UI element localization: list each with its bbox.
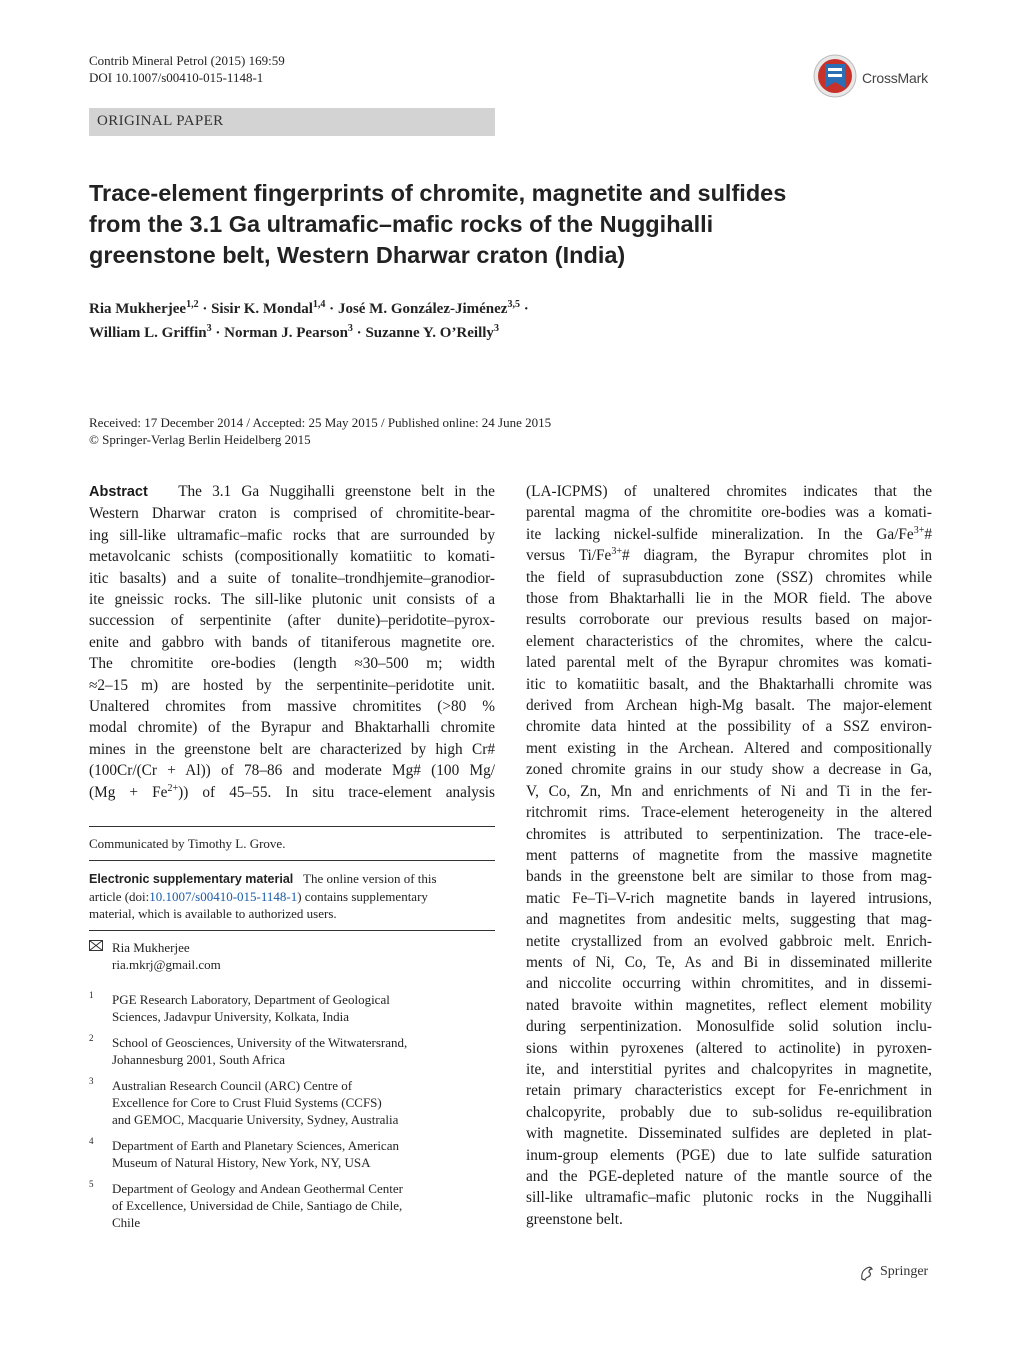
abstract-line: metavolcanic schists (compositionally komatiitic to komati- [89,548,495,566]
affiliation-number: 3 [89,1076,94,1086]
author-line-2 [89,318,849,344]
affiliation-number: 2 [89,1033,94,1043]
esm-line: material, which is available to authorized users. [89,906,337,921]
author-sep: · [519,301,529,317]
title-line: from the 3.1 Ga ultramafic–mafic rocks of the Nuggihalli [89,211,714,237]
affiliation-number: 4 [89,1136,94,1146]
abstract-left-column [89,481,495,803]
affiliation-number: 5 [89,1179,94,1189]
corresponding-email[interactable]: ria.mkrj@gmail.com [112,957,221,972]
title-line: greenstone belt, Western Dharwar craton (India) [89,242,626,268]
author-affil: 1,2 [186,299,199,310]
abstract-line: ment existing in the Archean. Altered and compositionally [526,739,932,757]
abstract-line: (LA-ICPMS) of unaltered chromites indicates that the [526,483,932,500]
abstract-line: during serpentinization. Monosulfide solid solution inclu- [526,1018,932,1036]
envelope-icon [89,940,103,951]
abstract-line: sions within pyroxenes (altered to actinolite) in pyroxen- [526,1039,932,1057]
crossmark-label: CrossMark [862,70,928,86]
abstract-line: ≈2–15 m) are hosted by the serpentinite–peridotite unit. [89,676,495,694]
abstract-line: itic to komatiitic basalt, and the Bhaktarhalli chromite was [526,675,932,693]
abstract-line: Abstract The 3.1 Ga Nuggihalli greenstone belt in the [89,483,495,500]
journal-citation: Contrib Mineral Petrol (2015) 169:59 [89,53,285,68]
title-line: Trace-element fingerprints of chromite, magnetite and sulfides [89,180,787,206]
abstract-line: succession of serpentinite (after dunite)–peridotite–pyrox- [89,612,495,630]
esm-line: Electronic supplementary material The online version of this [89,871,437,886]
corresponding-author: Ria Mukherjee [112,940,190,955]
author-affil: 3 [493,323,499,334]
abstract-line: parental magma of the chromitite ore-bodies was a komati- [526,504,932,522]
esm-doi-link[interactable]: 10.1007/s00410-015-1148-1 [149,889,298,904]
copyright: © Springer-Verlag Berlin Heidelberg 2015 [89,432,311,447]
abstract-line: lated parental melt of the Byrapur chromites was komati- [526,654,932,672]
abstract-line: chromite data hinted at the possibility of a SSZ environ- [526,718,932,736]
abstract-line: element characteristics of the chromites, where the calcu- [526,632,932,650]
abstract-line: modal chromite) of the Byrapur and Bhaktarhalli chromite [89,719,495,737]
abstract-line: matic Fe–Ti–V-rich magnetite bands in layered intrusions, [526,889,932,907]
abstract-line: greenstone belt. [526,1210,623,1228]
abstract-line: bands in the greenstone belt are similar to those from mag- [526,868,932,886]
esm-heading: Electronic supplementary material [89,872,294,886]
abstract-line: ments of Ni, Co, Te, As and Bi in disseminated millerite [526,953,932,971]
affiliation-number: 1 [89,990,94,1000]
author-sep: · [352,325,366,341]
history-dates: Received: 17 December 2014 / Accepted: 25 May 2015 / Published online: 24 June 2015 [89,415,552,430]
author-sep: · [325,301,338,317]
abstract-line: V, Co, Zn, Mn and enrichments of Ni and Ti in the fer- [526,782,932,800]
author-affil: 1,4 [312,299,326,310]
abstract-line: inum-group elements (PGE) due to late sulfide saturation [526,1146,932,1164]
crossmark-icon [812,52,858,102]
paper-type-band [89,108,495,136]
author-affil: 3 [347,323,353,334]
abstract-line: $(Mg + Fe^{2+})$) of 45–55. In situ trace-element analysis [89,782,495,801]
footnote-rule [89,930,495,931]
author-sep: · [198,301,212,317]
abstract-line: sill-like ultramafic–mafic plutonic rocks in the Nuggihalli [526,1189,932,1207]
abstract-line: ite, and interstitial pyrites and chalcopyrites in magnetite, [526,1060,932,1078]
paper-type-label: ORIGINAL PAPER [97,113,224,129]
abstract-line: (100Cr/(Cr + Al)) of 78–86 and moderate Mg# (100 Mg/ [89,762,495,780]
abstract-line: itic basalts) and a suite of tonalite–trondhjemite–granodior- [89,569,495,587]
abstract-line: Unaltered chromites from massive chromitites (>80 % [89,698,495,716]
springer-horse-icon [858,1264,876,1282]
publisher-logo [858,1262,938,1282]
abstract-line: ite lacking nickel-sulfide mineralization. In the $Ga/Fe^{3+}\#$ [526,524,932,543]
abstract-line: results corroborate our previous results based on major- [526,611,932,629]
author-name[interactable]: José M. González-Jiménez [337,301,508,317]
abstract-right-column [526,481,932,1230]
author-name[interactable]: Sisir K. Mondal [211,301,313,317]
abstract-heading: Abstract [89,484,148,500]
footnote-rule [89,826,495,827]
abstract-line: chalcopyrite, probably due to sub-solidus re-equilibration [526,1103,932,1121]
author-name[interactable]: William L. Griffin [89,325,207,341]
footnote-rule [89,860,495,861]
author-name[interactable]: Suzanne Y. O’Reilly [365,325,494,341]
author-sep: · [211,325,225,341]
abstract-line: ite gneissic rocks. The sill-like plutonic unit consists of a [89,591,495,609]
esm-line: article (doi:10.1007/s00410-015-1148-1) contains supplementary [89,889,428,904]
abstract-line: ritchromit rims. Trace-element heterogeneity in the altered [526,804,932,822]
abstract-line: with magnetite. Disseminated sulfides are depleted in plat- [526,1125,932,1143]
author-line-1 [89,294,849,320]
author-name[interactable]: Ria Mukherjee [89,301,187,317]
author-affil: 3 [206,323,212,334]
abstract-line: and the PGE-depleted nature of the mantle source of the [526,1168,932,1185]
abstract-line: ing sill-like ultramafic–mafic rocks that are surrounded by [89,526,495,544]
abstract-line: zoned chromite grains in our study show a decrease in Ga, [526,761,932,779]
abstract-line: netite crystallized from an evolved gabbroic melt. Enrich- [526,932,932,950]
abstract-line: chromites is attributed to serpentinization. The trace-ele- [526,825,932,843]
publisher-name: Springer [880,1264,929,1279]
abstract-line: retain primary characteristics except for Fe-enrichment in [526,1082,932,1100]
abstract-line: ment patterns of magnetite from the massive magnetite [526,846,932,864]
author-name[interactable]: Norman J. Pearson [224,325,348,341]
article-title [89,178,849,271]
abstract-line: mines in the greenstone belt are characterized by high Cr# [89,740,495,758]
doi[interactable]: DOI 10.1007/s00410-015-1148-1 [89,70,264,85]
abstract-line: enite and gabbro with bands of titaniferous magnetite ore. [89,633,495,651]
abstract-line: and magnetites from andesitic melts, suggesting that mag- [526,911,932,929]
abstract-line: and niccolite occurring within chromitites, and in dissemi- [526,975,932,993]
abstract-line: Western Dharwar craton is comprised of chromitite-bear- [89,505,495,523]
abstract-line: the field of suprasubduction zone (SSZ) chromites while [526,568,932,586]
abstract-line: those from Bhaktarhalli lie in the MOR field. The above [526,590,932,608]
abstract-line: nated bravoite within magnetites, reflect element mobility [526,996,932,1014]
abstract-line: derived from Archean high-Mg basalt. The major-element [526,697,932,715]
esm-note [89,870,495,922]
article-dates [89,414,889,448]
abstract-line: The chromitite ore-bodies (length ≈30–500 m; width [89,655,495,673]
communicated-by: Communicated by Timothy L. Grove. [89,836,286,851]
crossmark-badge[interactable] [812,52,942,102]
abstract-line: versus $Ti/Fe^{3+}\#$ diagram, the Byrapur chromites plot in [526,546,932,565]
author-affil: 3,5 [507,299,520,310]
